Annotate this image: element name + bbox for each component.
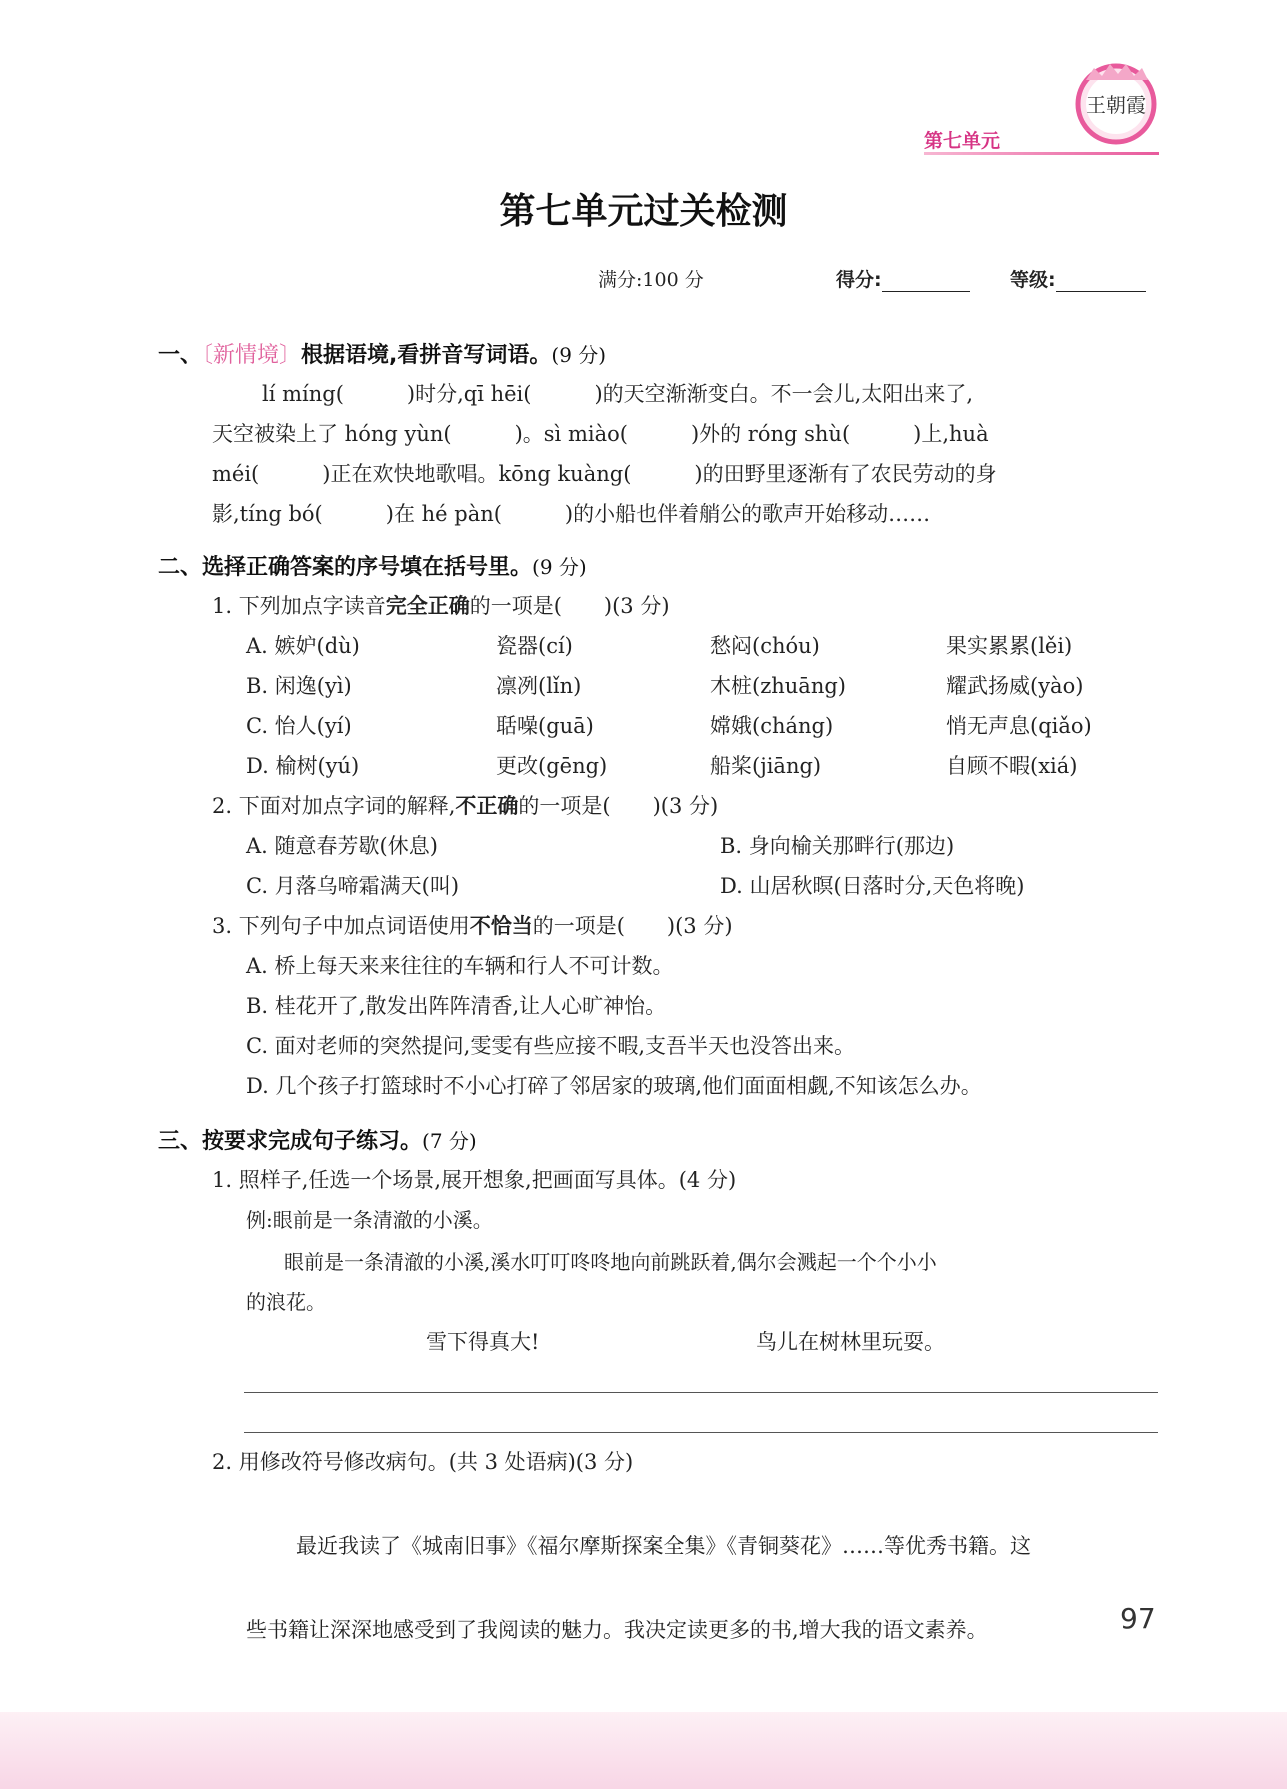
q2-1-a-4: 果实累累(lěi) <box>946 634 1073 658</box>
q2-3-d: D. 几个孩子打篮球时不小心打碎了邻居家的玻璃,他们面面相觑,不知该怎么办。 <box>246 1074 982 1098</box>
q2-2-a: A. 随意春芳歇(休息) <box>246 834 438 858</box>
q2-1-b-4: 耀武扬威(yào) <box>946 674 1084 698</box>
q2-3-prompt: 3. 下列句子中加点词语使用不恰当的一项是( )(3 分) <box>212 914 733 938</box>
q2-1-c-2: 聒噪(guā) <box>496 714 594 738</box>
q2-1-a-3: 愁闷(chóu) <box>710 634 820 658</box>
answer-line-1[interactable] <box>244 1392 1158 1393</box>
q2-1-c-4: 悄无声息(qiǎo) <box>946 714 1092 738</box>
q2-1-b-3: 木桩(zhuāng) <box>710 674 846 698</box>
q2-1-c-3: 嫦娥(cháng) <box>710 714 834 738</box>
section2-heading: 二、选择正确答案的序号填在括号里。(9 分) <box>158 555 587 580</box>
q2-2-d: D. 山居秋暝(日落时分,天色将晚) <box>720 874 1025 898</box>
q2-1-a-1: A. 嫉妒(dù) <box>246 634 360 658</box>
q2-1-d-1: D. 榆树(yú) <box>246 754 360 778</box>
q2-3-a: A. 桥上每天来来往往的车辆和行人不可计数。 <box>246 954 674 978</box>
q2-2-b: B. 身向榆关那畔行(那边) <box>720 834 955 858</box>
q2-3-b: B. 桂花开了,散发出阵阵清香,让人心旷神怡。 <box>246 994 667 1018</box>
q3-1-example-line1: 眼前是一条清澈的小溪,溪水叮叮咚咚地向前跳跃着,偶尔会溅起一个个小小 <box>284 1250 937 1274</box>
q2-2-prompt: 2. 下面对加点字词的解释,不正确的一项是( )(3 分) <box>212 794 719 818</box>
page-title: 第七单元过关检测 <box>499 191 788 232</box>
q3-2-prompt: 2. 用修改符号修改病句。(共 3 处语病)(3 分) <box>212 1450 634 1474</box>
section1-heading: 一、〔新情境〕根据语境,看拼音写词语。(9 分) <box>158 343 607 368</box>
q2-3-c: C. 面对老师的突然提问,雯雯有些应接不暇,支吾半天也没答出来。 <box>246 1034 856 1058</box>
q2-1-b-1: B. 闲逸(yì) <box>246 674 352 698</box>
unit-label: 第七单元 <box>924 130 1001 152</box>
q3-2-text-line1: 最近我读了《城南旧事》《福尔摩斯探案全集》《青铜葵花》……等优秀书籍。这 <box>296 1534 1031 1558</box>
q3-1-prompt: 1. 照样子,任选一个场景,展开想象,把画面写具体。(4 分) <box>212 1168 737 1192</box>
header-divider <box>924 152 1159 155</box>
answer-line-2[interactable] <box>244 1432 1158 1433</box>
q2-1-d-3: 船桨(jiāng) <box>710 754 822 778</box>
q2-2-c: C. 月落乌啼霜满天(叫) <box>246 874 460 898</box>
section3-heading: 三、按要求完成句子练习。(7 分) <box>158 1129 477 1154</box>
q2-1-a-2: 瓷器(cí) <box>496 634 573 658</box>
score-label: 得分: <box>836 269 882 291</box>
s1-line-1: lí míng( )时分,qī hēi( )的天空渐渐变白。不一会儿,太阳出来了, <box>262 382 974 406</box>
q3-1-example-line2: 的浪花。 <box>246 1290 326 1314</box>
q2-1-b-2: 凛冽(lǐn) <box>496 674 582 698</box>
q2-1-d-4: 自顾不暇(xiá) <box>946 754 1078 778</box>
s1-line-2: 天空被染上了 hóng yùn( )。sì miào( )外的 róng shù( )上,huà <box>212 422 989 446</box>
q2-1-c-1: C. 怡人(yí) <box>246 714 352 738</box>
grade-field[interactable] <box>1010 265 1146 292</box>
s1-line-4: 影,tíng bó( )在 hé pàn( )的小船也伴着艄公的歌声开始移动…… <box>212 502 931 526</box>
grade-blank[interactable] <box>1056 271 1146 292</box>
q2-1-d-2: 更改(gēng) <box>496 754 608 778</box>
q3-2-text-line2: 些书籍让深深地感受到了我阅读的魅力。我决定读更多的书,增大我的语文素养。 <box>246 1618 988 1642</box>
logo-text: 王朝霞 <box>1086 93 1146 117</box>
q3-1-choice-birds: 鸟儿在树林里玩耍。 <box>756 1330 945 1354</box>
new-context-tag: 〔新情境〕 <box>202 343 302 368</box>
grade-label: 等级: <box>1010 269 1056 291</box>
q3-1-example-label: 例:眼前是一条清澈的小溪。 <box>246 1208 493 1232</box>
full-score: 满分:100 分 <box>598 269 704 291</box>
s1-line-3: méi( )正在欢快地歌唱。kōng kuàng( )的田野里逐渐有了农民劳动的身 <box>212 462 997 486</box>
score-field[interactable] <box>836 265 970 292</box>
wang-zhaoxia-logo <box>1072 58 1160 146</box>
score-blank[interactable] <box>882 271 970 292</box>
q3-1-choice-snow: 雪下得真大! <box>426 1330 540 1354</box>
bottom-decoration-band <box>0 1712 1287 1789</box>
page-number: 97 <box>1120 1602 1156 1635</box>
q2-1-prompt: 1. 下列加点字读音完全正确的一项是( )(3 分) <box>212 594 670 618</box>
